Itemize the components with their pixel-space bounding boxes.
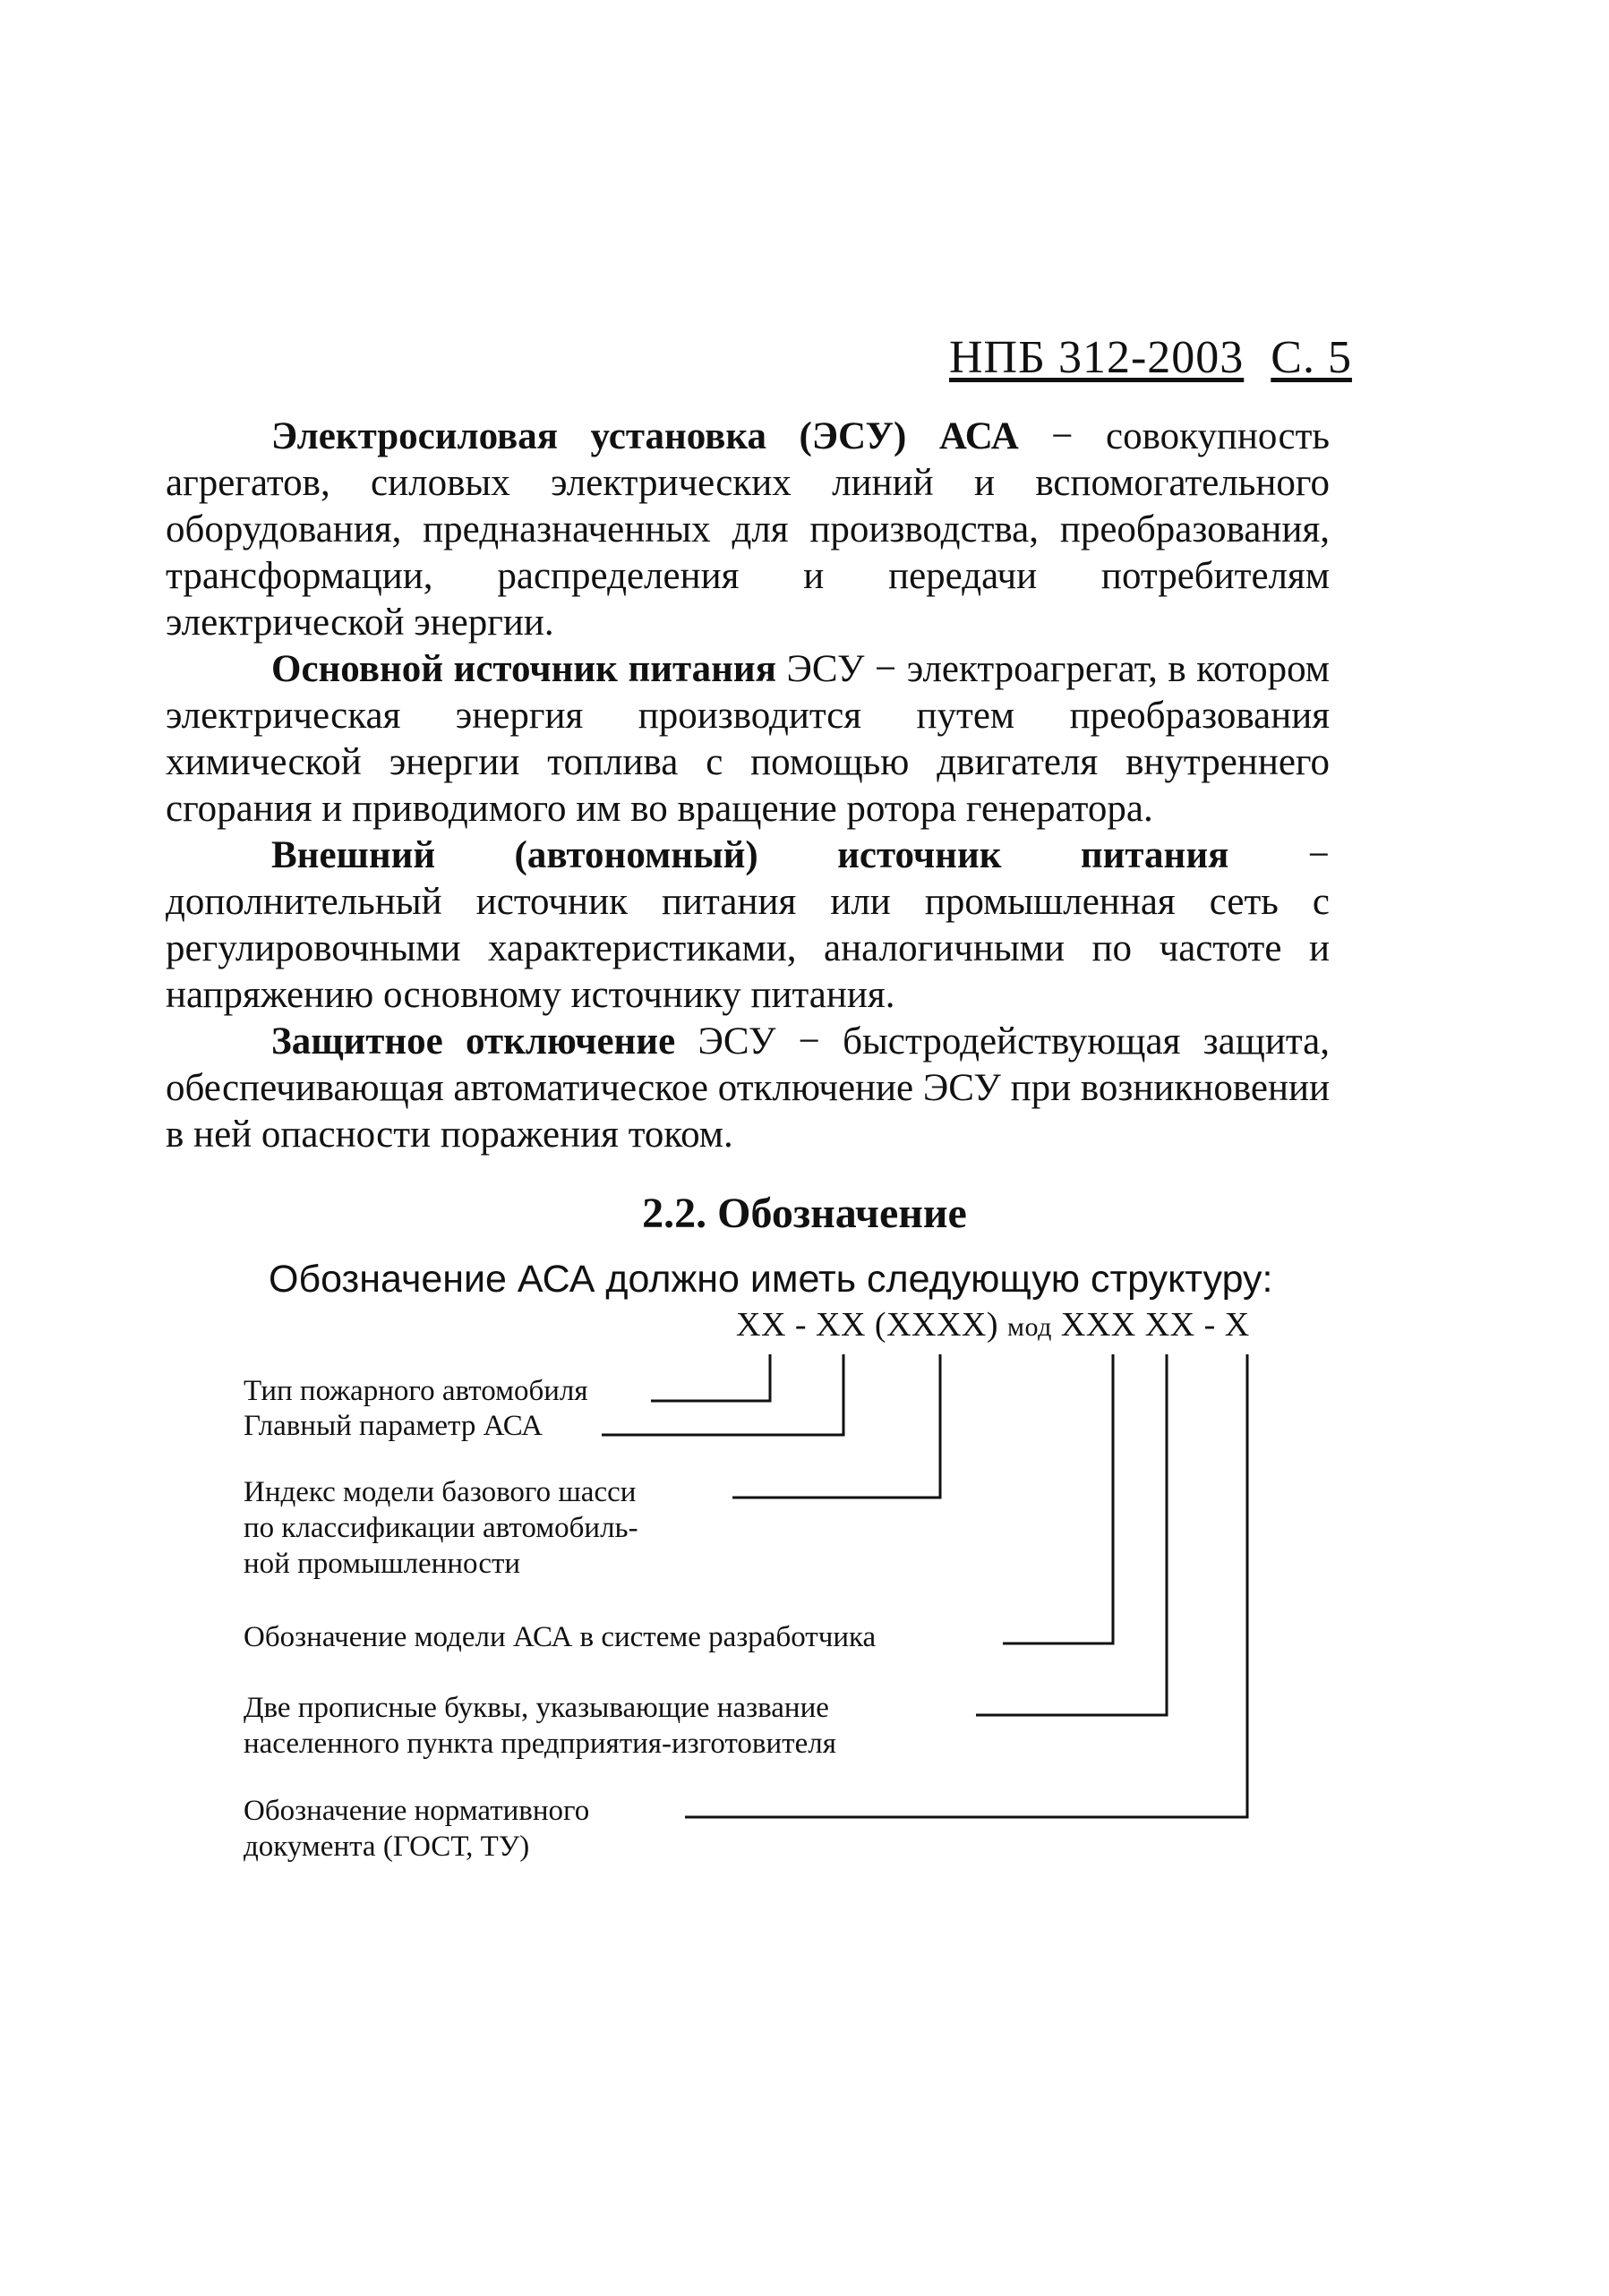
label-vehicle-type: Тип пожарного автомобиля bbox=[244, 1375, 588, 1407]
connector-line bbox=[732, 1354, 940, 1498]
connector-line bbox=[1003, 1354, 1113, 1643]
label-city-letters bbox=[244, 1690, 836, 1762]
definition-term: Основной источник питания bbox=[271, 648, 776, 690]
label-chassis-index bbox=[244, 1474, 638, 1582]
label-line: документа (ГОСТ, ТУ) bbox=[244, 1831, 530, 1863]
label-line: Индекс модели базового шасси bbox=[244, 1476, 637, 1508]
formula-part: XXX XX - X bbox=[1051, 1306, 1250, 1344]
page-number: С. 5 bbox=[1271, 332, 1352, 383]
connector-line bbox=[602, 1354, 843, 1435]
definition-text: ЭСУ − электроагрегат, в котором электрическая энергия производится путем преобразования химической энергии топлива с помощью двигателя внутреннего сгорания и приводимого им во вращение ротора генератора. bbox=[166, 648, 1331, 830]
definition-term: Внешний (автономный) источник питания bbox=[271, 834, 1229, 876]
doc-code: НПБ 312-2003 bbox=[949, 332, 1245, 383]
label-line: населенного пункта предприятия-изготовителя bbox=[244, 1728, 836, 1760]
label-line: по классификации автомобиль- bbox=[244, 1512, 638, 1544]
label-line: Обозначение нормативного bbox=[244, 1795, 590, 1827]
section-title: 2.2. Обозначение bbox=[642, 1190, 967, 1237]
definition-term: Защитное отключение bbox=[271, 1020, 676, 1063]
formula-part: XX - XX (XXXX) bbox=[736, 1306, 1008, 1344]
label-line: ной промышленности bbox=[244, 1548, 521, 1580]
formula-mod: мод bbox=[1007, 1312, 1052, 1342]
label-line: Две прописные буквы, указывающие название bbox=[244, 1692, 829, 1724]
connector-line bbox=[976, 1354, 1167, 1715]
label-model-designation: Обозначение модели АСА в системе разработчика bbox=[244, 1621, 877, 1653]
definition-text: ЭСУ − быстродействующая защита, обеспечивающая автоматическое отключение ЭСУ при возникновении в ней опасности поражения током. bbox=[166, 1020, 1330, 1156]
label-main-parameter: Главный параметр АСА bbox=[244, 1410, 543, 1442]
connector-line bbox=[651, 1354, 770, 1401]
definition-text: − совокупность агрегатов, силовых электрических линий и вспомогательного оборудования, предназначенных для производства, преобразования, трансформации, распределения и передачи потребителям электрической энергии. bbox=[166, 415, 1330, 644]
definition-term: Электросиловая установка (ЭСУ) АСА bbox=[271, 415, 1019, 457]
section-intro: Обозначение АСА должно иметь следующую структуру: bbox=[269, 1258, 1273, 1301]
label-normative-document bbox=[244, 1793, 589, 1865]
definition-text: − дополнительный источник питания или промышленная сеть с регулировочными характеристиками, аналогичными по частоте и напряжению основному источнику питания. bbox=[166, 834, 1330, 1016]
